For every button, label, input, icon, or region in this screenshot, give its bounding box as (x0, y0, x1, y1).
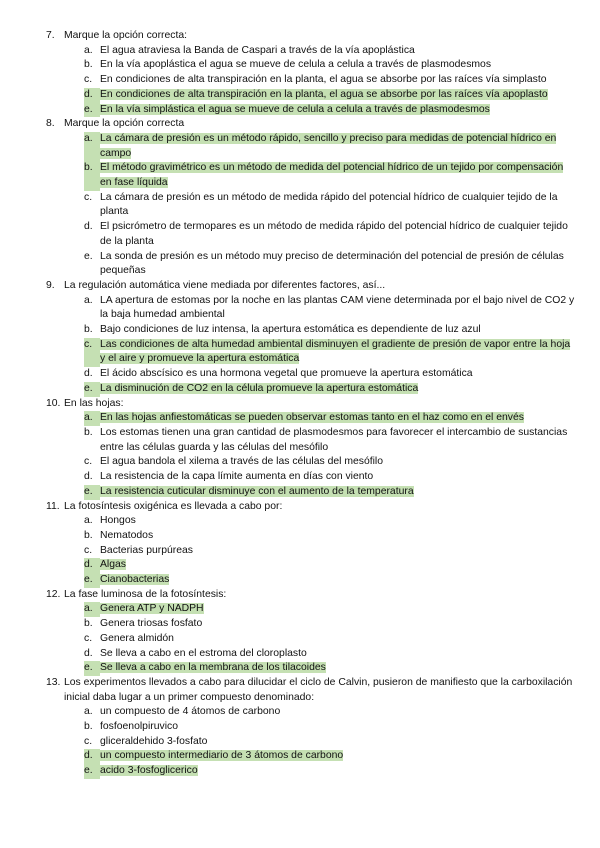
option-text: En condiciones de alta transpiración en la planta, el agua se absorbe por las raíces vía simplasto (100, 74, 547, 86)
option-list (46, 514, 576, 588)
question (46, 588, 576, 676)
option-letter: e. (84, 103, 100, 118)
question-text: En las hojas: (64, 397, 124, 409)
option-correct (84, 88, 576, 103)
option-correct (84, 558, 576, 573)
option-text: gliceraldehido 3-fosfato (100, 735, 208, 747)
option-text: Nematodos (100, 529, 154, 541)
question-text: Marque la opción correcta (64, 118, 185, 130)
option-letter: b. (84, 618, 93, 630)
option-letter: b. (84, 324, 93, 336)
option-text: un compuesto intermediario de 3 átomos de carbono (100, 750, 344, 762)
option-letter: d. (84, 749, 100, 764)
option-correct (84, 661, 576, 676)
option (84, 426, 576, 455)
option-text: Los estomas tienen una gran cantidad de plasmodesmos para favorecer el intercambio de sustancias entre las células guarda y las células del mesófilo (100, 426, 568, 453)
option (84, 705, 576, 720)
question-number: 9. (46, 279, 55, 291)
option-letter: e. (84, 250, 93, 262)
option (84, 514, 576, 529)
question-number: 10. (46, 397, 61, 409)
question (46, 397, 576, 500)
option-letter: b. (84, 529, 93, 541)
option (84, 544, 576, 559)
option (84, 455, 576, 470)
question-text: La fase luminosa de la fotosíntesis: (64, 588, 227, 600)
option-text: El ácido abscísico es una hormona vegetal que promueve la apertura estomática (100, 368, 473, 380)
question (46, 279, 576, 397)
option-text: Algas (100, 559, 126, 571)
option-correct (84, 764, 576, 779)
option-letter: a. (84, 411, 100, 426)
question-text: La fotosíntesis oxigénica es llevada a cabo por: (64, 500, 283, 512)
question-number: 11. (46, 500, 60, 512)
option (84, 44, 576, 59)
question-text: Los experimentos llevados a cabo para dilucidar el ciclo de Calvin, pusieron de manifiesto que la carboxilación inicial daba lugar a un primer compuesto denominado: (64, 676, 573, 703)
question-header (46, 676, 576, 705)
question-number: 7. (46, 30, 55, 41)
option-text: Se lleva a cabo en el estroma del cloroplasto (100, 647, 307, 659)
option-text: En la vía simplástica el agua se mueve de celula a celula a través de plasmodesmos (100, 103, 490, 115)
option-list (46, 294, 576, 397)
option-text: Las condiciones de alta humedad ambiental disminuyen el gradiente de presión de vapor entre la hoja y el aire y promueve la apertura estomática (100, 338, 571, 365)
option (84, 617, 576, 632)
option-letter: a. (84, 44, 93, 56)
question (46, 676, 576, 779)
option-correct (84, 573, 576, 588)
option-letter: e. (84, 764, 100, 779)
option-text: Bajo condiciones de luz intensa, la apertura estomática es dependiente de luz azul (100, 324, 481, 336)
option-letter: b. (84, 426, 93, 438)
option (84, 647, 576, 662)
option-letter: d. (84, 88, 100, 103)
option-letter: b. (84, 161, 100, 190)
option (84, 250, 576, 279)
option-text: La cámara de presión es un método de medida rápido del potencial hídrico de cualquier tejido de la planta (100, 191, 558, 218)
option-letter: b. (84, 59, 93, 71)
question-header (46, 279, 576, 294)
option-letter: e. (84, 661, 100, 676)
question-header (46, 29, 576, 44)
option-text: La resistencia cuticular disminuye con el aumento de la temperatura (100, 485, 414, 497)
question-number: 8. (46, 118, 55, 130)
option-text: En condiciones de alta transpiración en la planta, el agua se absorbe por las raíces vía apoplasto (100, 88, 548, 100)
option-letter: c. (84, 456, 93, 468)
option (84, 58, 576, 73)
option (84, 720, 576, 735)
question-text: La regulación automática viene mediada por diferentes factores, así... (64, 279, 386, 291)
question-header (46, 397, 576, 412)
option (84, 632, 576, 647)
option-text: El agua bandola el xilema a través de las células del mesófilo (100, 456, 384, 468)
question-header (46, 117, 576, 132)
quiz (46, 29, 576, 779)
option-letter: e. (84, 485, 100, 500)
option (84, 323, 576, 338)
question (46, 29, 576, 117)
question-header (46, 588, 576, 603)
option-text: El método gravimétrico es un método de medida del potencial hídrico de un tejido por compensación en fase líquida (100, 162, 564, 189)
option-text: El psicrómetro de termopares es un método de medida rápido del potencial hídrico de cualquier tejido de la planta (100, 221, 568, 247)
option-text: La sonda de presión es un método muy preciso de determinación del potencial de presión de células pequeñas (100, 250, 564, 277)
option-correct (84, 161, 576, 190)
option-text: La cámara de presión es un método rápido, sencillo y preciso para medidas de potencial hídrico en campo (100, 132, 557, 159)
option (84, 367, 576, 382)
option-text: Genera almidón (100, 632, 174, 644)
option-text: Genera triosas fosfato (100, 618, 203, 630)
option-list (46, 44, 576, 118)
question-header (46, 500, 576, 515)
question-number: 12. (46, 588, 61, 600)
option-text: La resistencia de la capa límite aumenta en días con viento (100, 471, 374, 483)
option-list (46, 132, 576, 279)
option-text: Hongos (100, 515, 136, 527)
option-list (46, 411, 576, 499)
option-text: La disminución de CO2 en la célula promueve la apertura estomática (100, 382, 419, 394)
question-number: 13. (46, 676, 61, 688)
option-text: Bacterias purpúreas (100, 544, 193, 556)
option-text: un compuesto de 4 átomos de carbono (100, 706, 281, 718)
option-letter: b. (84, 721, 93, 733)
option-text: Cianobacterias (100, 574, 170, 586)
option-letter: a. (84, 706, 93, 718)
option-letter: e. (84, 382, 100, 397)
option-correct (84, 382, 576, 397)
option-correct (84, 602, 576, 617)
option-correct (84, 103, 576, 118)
option (84, 73, 576, 88)
option-letter: c. (84, 544, 93, 556)
option (84, 294, 576, 323)
option-letter: c. (84, 338, 100, 367)
option-letter: a. (84, 602, 100, 617)
option-text: En la vía apoplástica el agua se mueve de celula a celula a través de plasmodesmos (100, 59, 492, 71)
option-text: LA apertura de estomas por la noche en las plantas CAM viene determinada por el bajo nivel de CO2 y la baja humedad ambiental (100, 294, 575, 321)
option-letter: c. (84, 735, 93, 747)
option-text: El agua atraviesa la Banda de Caspari a través de la vía apoplástica (100, 44, 415, 56)
option-letter: a. (84, 294, 93, 306)
question-text: Marque la opción correcta: (64, 30, 188, 41)
option-letter: a. (84, 515, 93, 527)
option-correct (84, 749, 576, 764)
option-letter: a. (84, 132, 100, 161)
question (46, 117, 576, 279)
option (84, 220, 576, 249)
option-correct (84, 338, 576, 367)
option-letter: e. (84, 573, 100, 588)
option-list (46, 602, 576, 676)
option-text: acido 3-fosfoglicerico (100, 765, 198, 777)
option-letter: d. (84, 368, 93, 380)
option (84, 735, 576, 750)
option-text: En las hojas anfiestomáticas se pueden observar estomas tanto en el haz como en el envés (100, 412, 524, 424)
option-correct (84, 132, 576, 161)
option-correct (84, 485, 576, 500)
option-letter: d. (84, 221, 93, 233)
option (84, 191, 576, 220)
option-text: Se lleva a cabo en la membrana de los tilacoides (100, 662, 326, 674)
option-letter: d. (84, 471, 93, 483)
option-letter: d. (84, 558, 100, 573)
option-text: Genera ATP y NADPH (100, 603, 204, 615)
option (84, 529, 576, 544)
option-letter: c. (84, 74, 93, 86)
option-letter: c. (84, 632, 93, 644)
option-text: fosfoenolpiruvico (100, 721, 178, 733)
option-correct (84, 411, 576, 426)
option-list (46, 705, 576, 779)
option (84, 470, 576, 485)
question (46, 500, 576, 588)
option-letter: c. (84, 191, 93, 203)
option-letter: d. (84, 647, 93, 659)
